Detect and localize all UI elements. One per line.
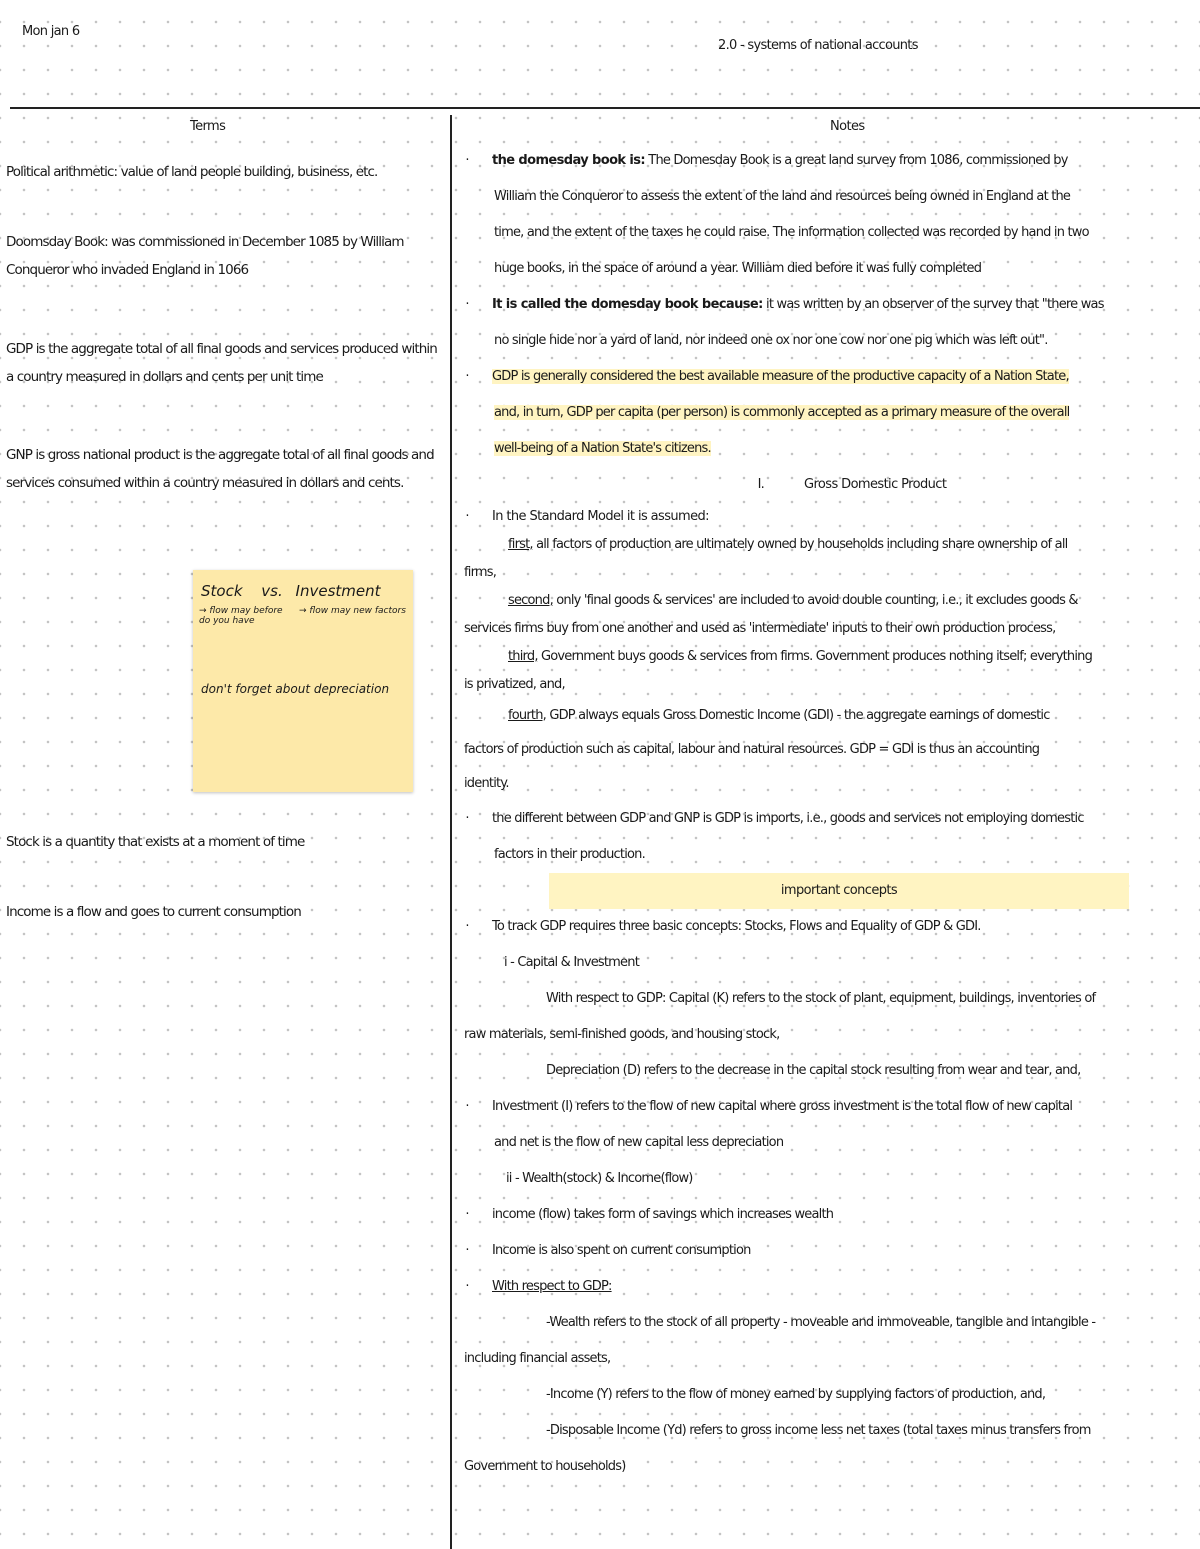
section-heading-gdp: I. Gross Domestic Product [757,477,947,492]
term-doomsday-book: Doomsday Book: was commissioned in December 1085 by William Conqueror who invaded England in 1066 [6,234,404,278]
page-title: 2.0 - systems of national accounts [718,38,918,53]
term-stock: Stock is a quantity that exists at a moment of time [6,834,305,850]
terms-column-title: Terms [190,119,226,134]
note-line: -Disposable Income (Yd) refers to gross income less net taxes (total taxes minus transfers from [546,1423,1091,1438]
notes-body [464,143,1194,1485]
note-line: Government to households) [464,1459,626,1474]
note-line: identity. [464,776,509,791]
subheading-wealth: ii - Wealth(stock) & Income(flow) [506,1171,693,1186]
sticky-note-right: → flow may new factors [299,606,406,616]
term-income: Income is a flow and goes to current consumption [6,904,301,920]
note-line: -Income (Y) refers to the flow of money earned by supplying factors of production, and, [546,1387,1046,1402]
note-line: raw materials, semi-finished goods, and housing stock, [464,1027,780,1042]
note-line: and net is the flow of new capital less depreciation [494,1135,784,1150]
note-line: · Income is also spent on current consumption [465,1243,751,1258]
note-line: huge books, in the space of around a year. William died before it was fully completed [494,261,982,276]
note-line: With respect to GDP: Capital (K) refers to the stock of plant, equipment, buildings, inventories of [546,991,1096,1006]
term-political-arithmetic: Political arithmetic: value of land people building, business, etc. [6,164,378,180]
note-line: services firms buy from one another and used as 'intermediate' inputs to their own production process, [464,621,1056,636]
term-gnp: GNP is gross national product is the aggregate total of all final goods and services consumed within a country measured in dollars and cents. [6,447,434,491]
sticky-title-stock: Stock [201,582,243,600]
note-line: William the Conqueror to assess the extent of the land and resources being owned in England at the [494,189,1071,204]
sticky-note-footer: don't forget about depreciation [201,682,390,696]
note-line: · the domesday book is: The Domesday Book is a great land survey from 1086, commissioned by [465,153,1068,168]
subheading-capital: i - Capital & Investment [504,955,639,970]
note-line: · In the Standard Model it is assumed: [465,509,709,524]
note-line: · It is called the domesday book because: it was written by an observer of the survey that "there was [465,297,1104,312]
note-line: · To track GDP requires three basic concepts: Stocks, Flows and Equality of GDP & GDI. [465,919,981,934]
note-line: including financial assets, [464,1351,611,1366]
sticky-note[interactable] [193,570,413,792]
sticky-title-investment: Investment [295,582,381,600]
note-line: fourth, GDP always equals Gross Domestic Income (GDI) - the aggregate earnings of domestic [508,708,1050,723]
note-line: firms, [464,565,497,580]
note-line: · the different between GDP and GNP is GDP is imports, i.e., goods and services not employing domestic [465,811,1084,826]
note-line: first, all factors of production are ultimately owned by households including share ownership of all [508,537,1068,552]
note-line: -Wealth refers to the stock of all property - moveable and immoveable, tangible and intangible - [546,1315,1096,1330]
note-line: · income (flow) takes form of savings which increases wealth [465,1207,834,1222]
sticky-note-left: → flow may before do you have [199,606,283,626]
note-line-highlighted: well-being of a Nation State's citizens. [494,441,711,456]
note-line: · Investment (I) refers to the flow of new capital where gross investment is the total flow of new capital [465,1099,1073,1114]
note-date: Mon jan 6 [22,24,80,39]
note-line: no single hide nor a yard of land, nor indeed one ox nor one cow nor one pig which was left out". [494,333,1048,348]
note-line: time, and the extent of the taxes he could raise. The information collected was recorded by hand in two [494,225,1089,240]
notes-column-title: Notes [830,119,865,134]
term-gdp: GDP is the aggregate total of all final goods and services produced within a country measured in dollars and cents per unit time [6,341,437,385]
column-divider [450,115,452,1549]
note-line: factors in their production. [494,847,645,862]
note-line: third, Government buys goods & services from firms. Government produces nothing itself; everything [508,649,1093,664]
note-line-highlighted: and, in turn, GDP per capita (per person) is commonly accepted as a primary measure of the overall [494,405,1070,420]
note-line: is privatized, and, [464,677,565,692]
note-line: · With respect to GDP: [465,1279,612,1294]
note-line: second, only 'final goods & services' are included to avoid double counting, i.e., it excludes goods & [508,593,1078,608]
note-line: Depreciation (D) refers to the decrease in the capital stock resulting from wear and tear, and, [546,1063,1081,1078]
sticky-title-vs: vs. [261,582,283,600]
header-divider [10,107,1200,109]
note-line-highlighted: · GDP is generally considered the best available measure of the productive capacity of a Nation State, [465,369,1069,384]
section-heading-concepts: important concepts [464,873,1194,909]
note-line: factors of production such as capital, labour and natural resources. GDP = GDI is thus an accounting [464,742,1040,757]
